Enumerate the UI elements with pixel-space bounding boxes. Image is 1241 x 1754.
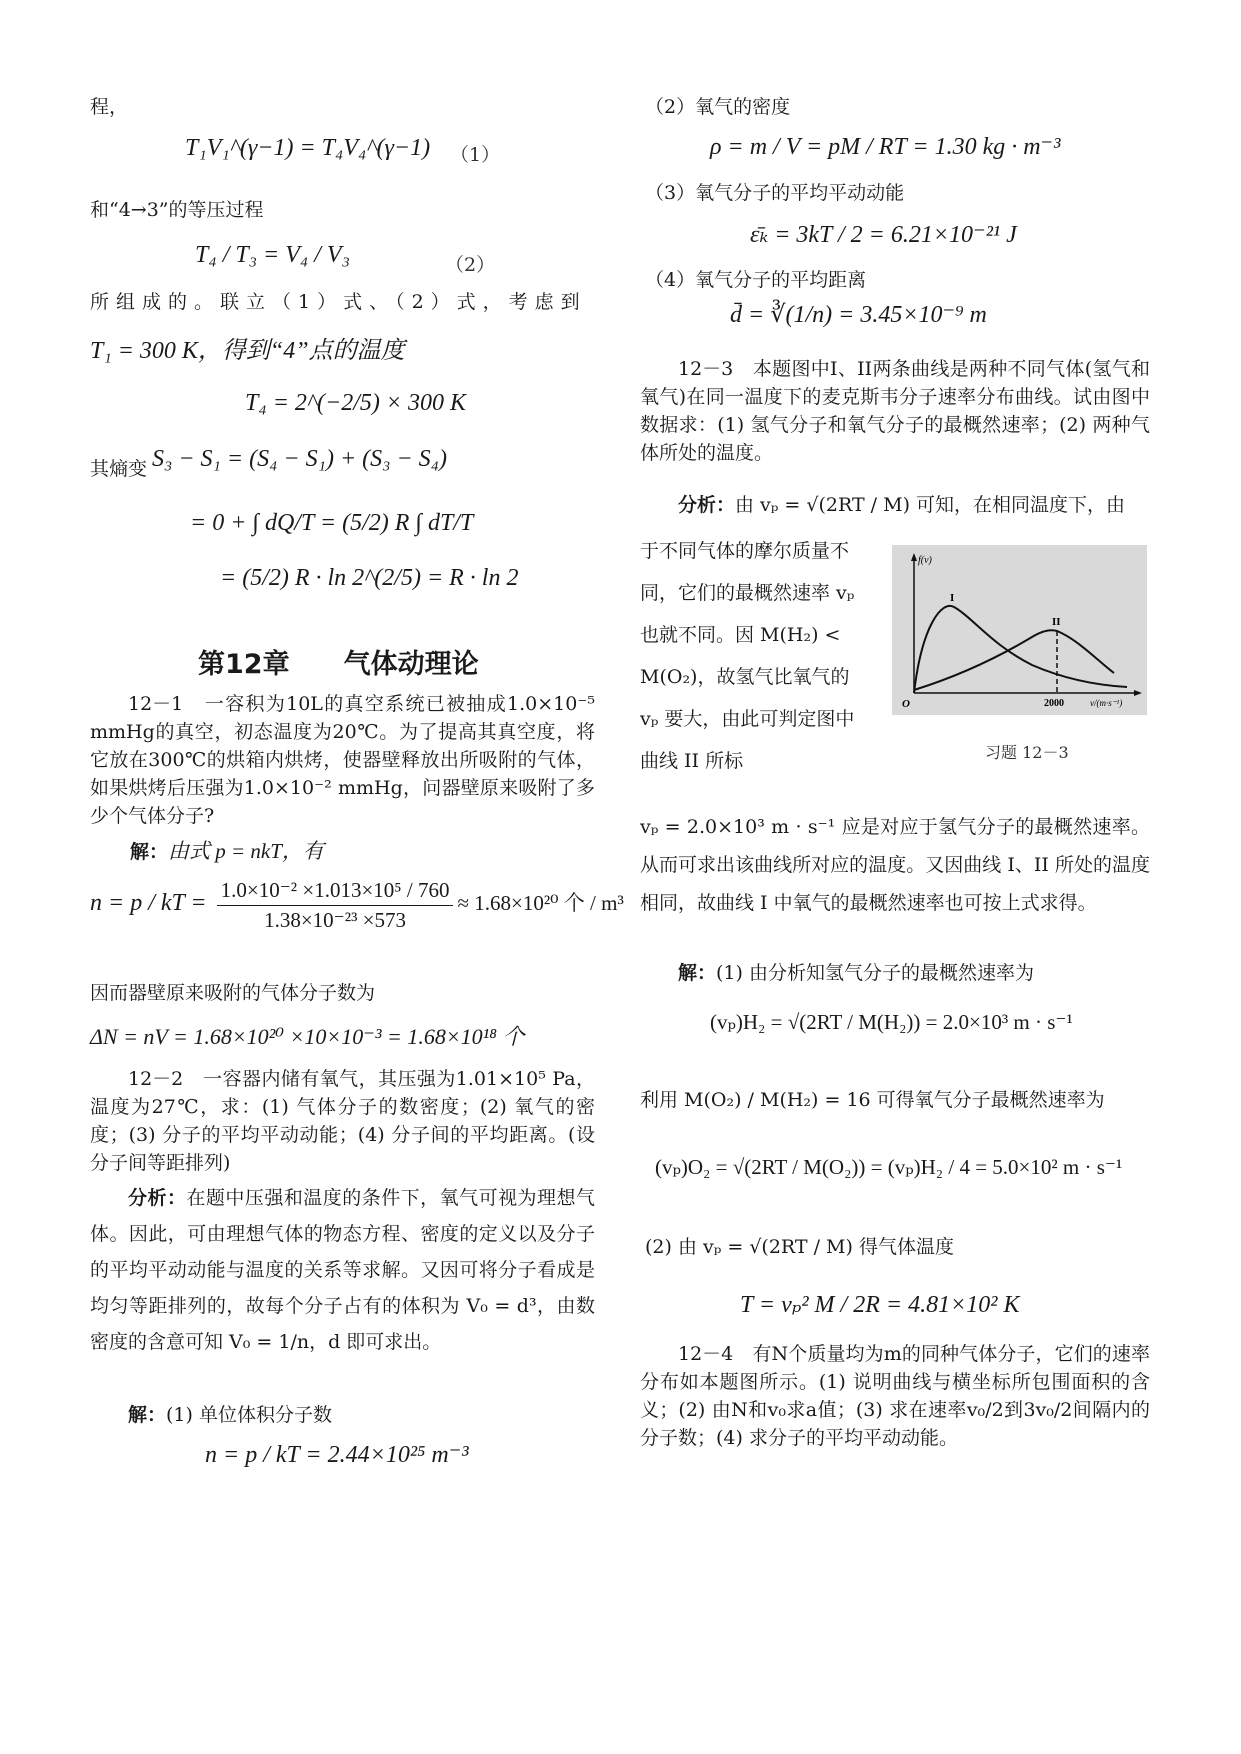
equation-entropy-2: = 0 + ∫ dQ/T = (5/2) R ∫ dT/T <box>190 510 474 536</box>
problem-12-1: 12－1 一容积为10L的真空系统已被抽成1.0×10⁻⁵ mmHg的真空，初态温度为20℃。为了提高其真空度，将它放在300℃的烘箱内烘烤，使器壁释放出所吸附的气体，如果烘烤后压强为1.0×10⁻² mmHg，问器壁原来吸附了多少个气体分子? <box>90 693 595 827</box>
jie-label-right: 解： <box>678 962 717 984</box>
jie-label: 解： <box>130 841 169 863</box>
figure-background <box>892 545 1147 715</box>
maxwell-distribution-figure <box>892 545 1147 715</box>
text-line-yin-er: 因而器壁原来吸附的气体分子数为 <box>90 982 376 1004</box>
curve-label-i: I <box>950 592 955 604</box>
equation-t4: T₄ = 2^(−2/5) × 300 K <box>245 390 467 416</box>
equation-n2: n = p / kT = 2.44×10²⁵ m⁻³ <box>205 1442 469 1468</box>
analysis-12-3-intro <box>678 490 1125 517</box>
equation-2-number: （2） <box>445 254 496 276</box>
analysis-12-3-continued: vₚ = 2.0×10³ m · s⁻¹ 应是对应于氢气分子的最概然速率。从而可求出该曲线所对应的温度。又因曲线 I、II 所处的温度相同，故曲线 I 中氧气的最概然速率也可按上式求得。 <box>640 816 1150 914</box>
equation-1: T₁V₁^(γ−1) = T₄V₄^(γ−1) <box>185 135 431 161</box>
x-axis-label: v/(m·s⁻¹) <box>1090 698 1123 708</box>
text-line-he: 和“4→3”的等压过程 <box>90 199 264 221</box>
fenxi-label-right: 分析： <box>678 494 736 516</box>
equation-t: T = vₚ² M / 2R = 4.81×10² K <box>740 1292 1020 1318</box>
fenxi-label: 分析： <box>128 1187 187 1209</box>
equation-n <box>90 878 624 933</box>
equation-delta-n: ΔN = nV = 1.68×10²⁰ ×10×10⁻³ = 1.68×10¹⁸ 个 <box>90 1024 525 1049</box>
analysis-12-2 <box>90 1180 595 1360</box>
equation-d: d̄ = ∛(1/n) = 3.45×10⁻⁹ m <box>730 302 987 328</box>
fenxi-text: 在题中压强和温度的条件下，氧气可视为理想气体。因此，可由理想气体的物态方程、密度的定义以及分子的平均平动动能与温度的关系等求解。又因可将分子看成是均匀等距排列的，故每个分子占有的体积为 V₀ = d³，由数密度的含意可知 V₀ = 1/n，d 即可求出。 <box>90 1187 595 1353</box>
equation-vp-h2: (vₚ)H₂ = √(2RT / M(H₂)) = 2.0×10³ m · s⁻¹ <box>710 1010 1073 1034</box>
equation-1-number: （1） <box>450 144 501 166</box>
problem-12-2: 12－2 一容器内储有氧气，其压强为1.01×10⁵ Pa，温度为27℃，求：(1) 气体分子的数密度；(2) 氧气的密度；(3) 分子的平均平动动能；(4) 分子间的平均距离。(设分子间等距排列) <box>90 1068 595 1174</box>
solution-12-2-label <box>128 1400 332 1427</box>
figure-caption: 习题 12－3 <box>985 743 1069 762</box>
equation-n-left: n = p / kT = <box>90 890 213 916</box>
jie2-text: (1) 单位体积分子数 <box>166 1404 332 1426</box>
problem-12-3: 12－3 本题图中I、II两条曲线是两种不同气体(氢气和氧气)在同一温度下的麦克斯韦分子速率分布曲线。试由图中数据求：(1) 氢气分子和氧气分子的最概然速率；(2) 两种气体所处的温度。 <box>640 358 1150 464</box>
equation-vp-o2: (vₚ)O₂ = √(2RT / M(O₂)) = (vₚ)H₂ / 4 = 5.0×10² m · s⁻¹ <box>655 1155 1123 1179</box>
jie-text-right: (1) 由分析知氢气分子的最概然速率为 <box>716 962 1034 984</box>
solution-12-3-label <box>678 958 1034 985</box>
problem-12-4: 12－4 有N个质量均为m的同种气体分子，它们的速率分布如本题图所示。(1) 说明曲线与横坐标所包围面积的含义；(2) 由N和v₀求a值；(3) 求在速率v₀/2到3v₀/2间隔内的分子数；(4) 求分子的平均平动动能。 <box>640 1343 1150 1449</box>
text-line-cheng: 程， <box>90 96 129 118</box>
text-line-liyong: 利用 M(O₂) / M(H₂) = 16 可得氧气分子最概然速率为 <box>640 1089 1105 1111</box>
equation-ek: ε̄ₖ = 3kT / 2 = 6.21×10⁻²¹ J <box>750 222 1017 248</box>
y-axis-label: f(v) <box>918 555 932 566</box>
text-line-3: （3）氧气分子的平均平动动能 <box>645 182 905 204</box>
equation-n-right: ≈ 1.68×10²⁰ 个 / m³ <box>457 891 624 915</box>
equation-n-numerator: 1.0×10⁻² ×1.013×10⁵ / 760 <box>217 878 454 906</box>
equation-n-denominator: 1.38×10⁻²³ ×573 <box>264 908 406 932</box>
jie-text: 由式 p = nkT，有 <box>168 839 324 863</box>
equation-rho: ρ = m / V = pM / RT = 1.30 kg · m⁻³ <box>710 134 1061 160</box>
equation-entropy-3: = (5/2) R · ln 2^(2/5) = R · ln 2 <box>220 565 519 591</box>
text-line-lianli: 所组成的。联立（1）式、（2）式，考虑到 <box>90 291 587 313</box>
text-line-4: （4）氧气分子的平均距离 <box>645 269 867 291</box>
jie2-label: 解： <box>128 1404 167 1426</box>
chapter-title: 第12章 气体动理论 <box>198 649 479 680</box>
x-tick-2000: 2000 <box>1044 698 1064 709</box>
text-entropy-label: 其熵变 <box>90 458 148 480</box>
curve-label-ii: II <box>1052 616 1061 628</box>
analysis-12-3-wrap: 于不同气体的摩尔质量不同，它们的最概然速率 vₚ 也就不同。因 M(H₂) < M(O₂)，故氢气比氧气的 vₚ 要大，由此可判定图中曲线 II 所标 <box>640 540 855 772</box>
origin-label: O <box>902 698 910 710</box>
fenxi-intro-text: 由 vₚ = √(2RT / M) 可知，在相同温度下，由 <box>735 494 1126 516</box>
text-line-2: （2）氧气的密度 <box>645 96 791 118</box>
text-line-t1: T₁ = 300 K，得到“4”点的温度 <box>90 338 405 364</box>
text-line-2b: (2) 由 vₚ = √(2RT / M) 得气体温度 <box>645 1236 954 1258</box>
equation-2: T₄ / T₃ = V₄ / V₃ <box>195 242 350 268</box>
equation-entropy-1: S₃ − S₁ = (S₄ − S₁) + (S₃ − S₄) <box>152 446 448 472</box>
solution-12-1-label <box>130 835 324 865</box>
